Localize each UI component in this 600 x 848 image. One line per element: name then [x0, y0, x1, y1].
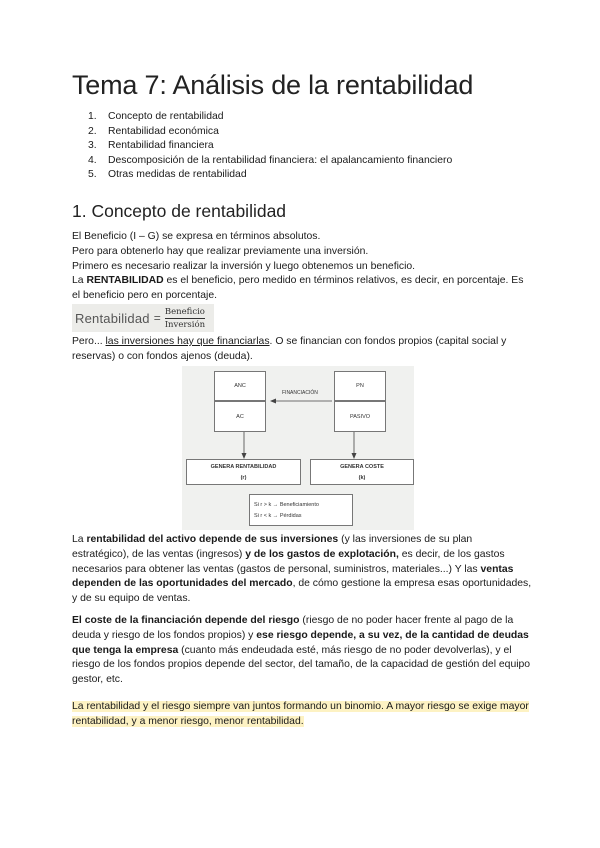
activo-paragraph: La rentabilidad del activo depende de sus inversiones (y las inversiones de su plan estratégico), de las ventas (ingresos) y de los gastos de explotación, es decir, de los gastos necesarios para obtener las ventas (gastos de personal, suministros, materiales...) Y las ventas dependen de las oportunidades del mercado, de cómo gestione la empresa esas oportunidades, y de su equipo de ventas.: [72, 534, 532, 605]
genera-rentabilidad-box: GENERA RENTABILIDAD (r): [186, 459, 301, 485]
intro-paragraph: El Beneficio (I – G) se expresa en términos absolutos. Pero para obtenerlo hay que realizar previamente una inversión. Primero es necesario realizar la inversión y luego obtenemos un beneficio. La RENTABILIDAD es el beneficio, pero medido en términos relativos, es decir, en porcentaje. Es el beneficio pero en porcentaje.: [72, 231, 524, 302]
financing-paragraph: Pero... las inversiones hay que financiarlas. O se financian con fondos propios (capital social y reservas) o con fondos ajenos (deuda).: [72, 336, 507, 362]
toc-item: 3. Rentabilidad financiera: [88, 140, 214, 152]
pasivo-box: PASIVO: [334, 401, 386, 432]
page-title: Tema 7: Análisis de la rentabilidad: [72, 70, 474, 100]
financiacion-label: FINANCIACIÓN: [282, 390, 318, 396]
pn-box: PN: [334, 371, 386, 401]
table-of-contents: [88, 110, 452, 183]
toc-item: 1. Concepto de rentabilidad: [88, 111, 224, 122]
section-heading: 1. Concepto de rentabilidad: [72, 201, 287, 221]
financing-diagram: [182, 366, 414, 530]
genera-coste-box: GENERA COSTE (k): [310, 459, 414, 485]
toc-item: 2. Rentabilidad económica: [88, 125, 219, 137]
rentabilidad-formula: Rentabilidad = $\frac{\text{Beneficio}}{\text{Inversión}}$: [72, 304, 214, 332]
anc-box: ANC: [214, 371, 266, 401]
toc-item: 5. Otras medidas de rentabilidad: [88, 169, 247, 181]
coste-paragraph: El coste de la financiación depende del riesgo (riesgo de no poder hacer frente al pago de la deuda y riesgo de los fondos propios) y ese riesgo depende, a su vez, de la cantidad de deudas que tenga la empresa (cuanto más endeudada esté, más riesgo de no poder devolverlas), y el riesgo de los fondos propios depende del sector, del tamaño, de la capacidad de gestión del equipo gestor, etc.: [72, 615, 531, 686]
ac-box: AC: [214, 401, 266, 432]
toc-item: 4. Descomposición de la rentabilidad financiera: el apalancamiento financiero: [88, 154, 453, 166]
legend-box: Si r > k → Beneficiamiento Si r < k → Pérdidas: [249, 494, 353, 526]
highlighted-paragraph: La rentabilidad y el riesgo siempre van juntos formando un binomio. A mayor riesgo se exige mayor rentabilidad, y a menor riesgo, menor rentabilidad.: [72, 701, 529, 727]
